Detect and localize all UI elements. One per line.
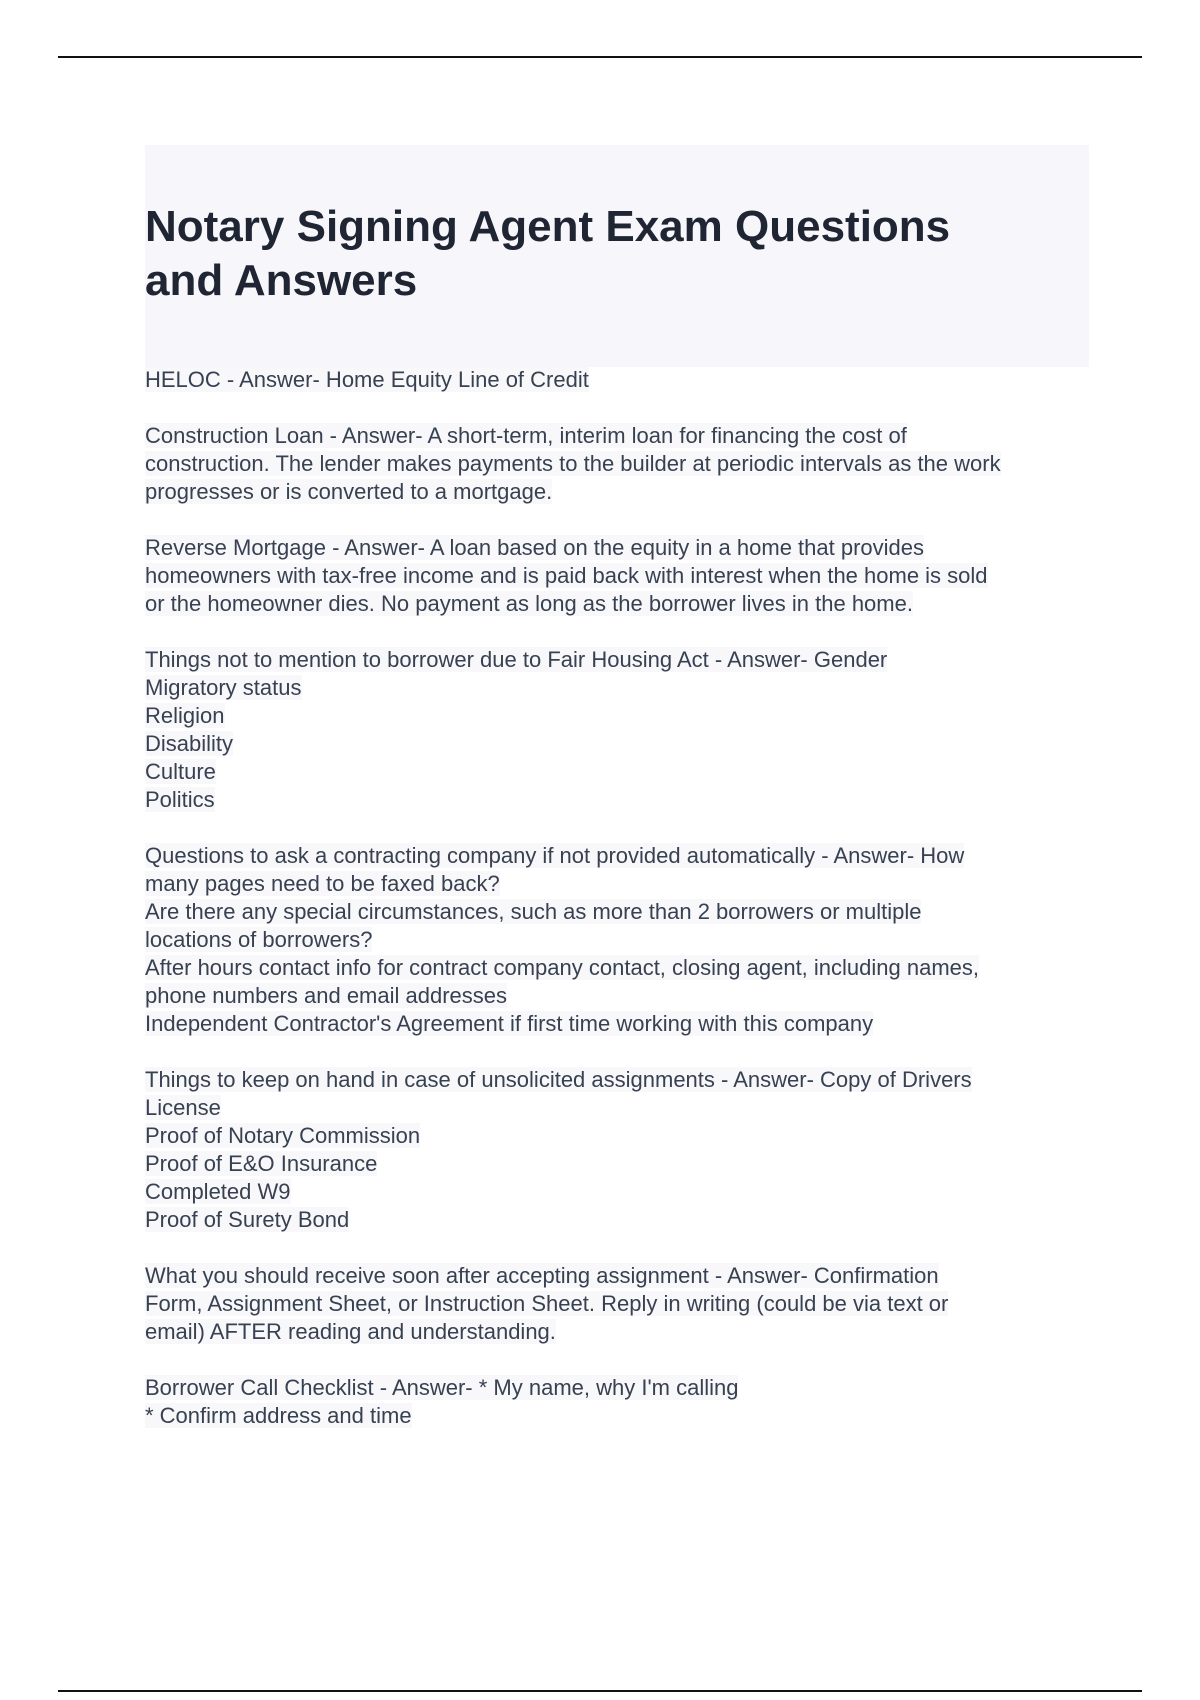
qa-line: or the homeowner dies. No payment as long as the borrower lives in the home.: [145, 591, 913, 616]
qa-line: Questions to ask a contracting company if not provided automatically - Answer- How: [145, 843, 965, 868]
qa-entry-contracting-company: [145, 842, 1095, 1038]
qa-line: Are there any special circumstances, such as more than 2 borrowers or multiple: [145, 899, 922, 924]
qa-line: email) AFTER reading and understanding.: [145, 1319, 556, 1344]
qa-entry-after-accepting: [145, 1262, 1095, 1346]
qa-line: progresses or is converted to a mortgage.: [145, 479, 553, 504]
qa-line: Construction Loan - Answer- A short-term, interim loan for financing the cost of: [145, 423, 907, 448]
qa-line: construction. The lender makes payments to the builder at periodic intervals as the work: [145, 451, 1001, 476]
qa-line: Borrower Call Checklist - Answer- * My name, why I'm calling: [145, 1375, 739, 1400]
qa-line: After hours contact info for contract company contact, closing agent, including names,: [145, 955, 980, 980]
qa-line: HELOC - Answer- Home Equity Line of Credit: [145, 367, 589, 392]
qa-entry-construction-loan: [145, 422, 1095, 506]
qa-line: Things not to mention to borrower due to Fair Housing Act - Answer- Gender: [145, 647, 888, 672]
bottom-rule: [58, 1690, 1142, 1692]
qa-line: What you should receive soon after accepting assignment - Answer- Confirmation: [145, 1263, 939, 1288]
page-title: [145, 200, 1075, 308]
qa-line: License: [145, 1095, 221, 1120]
qa-line: phone numbers and email addresses: [145, 983, 508, 1008]
top-rule: [58, 56, 1142, 58]
qa-line: Religion: [145, 703, 225, 728]
qa-line: Reverse Mortgage - Answer- A loan based on the equity in a home that provides: [145, 535, 925, 560]
qa-line: Completed W9: [145, 1179, 291, 1204]
qa-entry-reverse-mortgage: [145, 534, 1095, 618]
qa-line: Form, Assignment Sheet, or Instruction Sheet. Reply in writing (could be via text or: [145, 1291, 949, 1316]
qa-list: [145, 366, 1095, 1458]
qa-line: Proof of E&O Insurance: [145, 1151, 378, 1176]
qa-line: Politics: [145, 787, 215, 812]
qa-line: Proof of Surety Bond: [145, 1207, 350, 1232]
qa-entry-heloc: [145, 366, 1095, 394]
qa-line: many pages need to be faxed back?: [145, 871, 500, 896]
qa-line: Things to keep on hand in case of unsolicited assignments - Answer- Copy of Drivers: [145, 1067, 972, 1092]
qa-line: * Confirm address and time: [145, 1403, 412, 1428]
title-line: Notary Signing Agent Exam Questions: [145, 202, 951, 251]
qa-entry-borrower-call-checklist: [145, 1374, 1095, 1430]
qa-entry-fair-housing: [145, 646, 1095, 814]
qa-line: Migratory status: [145, 675, 302, 700]
qa-line: Independent Contractor's Agreement if first time working with this company: [145, 1011, 874, 1036]
qa-line: Proof of Notary Commission: [145, 1123, 421, 1148]
qa-line: Culture: [145, 759, 216, 784]
qa-line: Disability: [145, 731, 234, 756]
qa-line: locations of borrowers?: [145, 927, 373, 952]
qa-line: homeowners with tax-free income and is paid back with interest when the home is sold: [145, 563, 988, 588]
qa-entry-unsolicited-assignments: [145, 1066, 1095, 1234]
title-line: and Answers: [145, 256, 418, 305]
